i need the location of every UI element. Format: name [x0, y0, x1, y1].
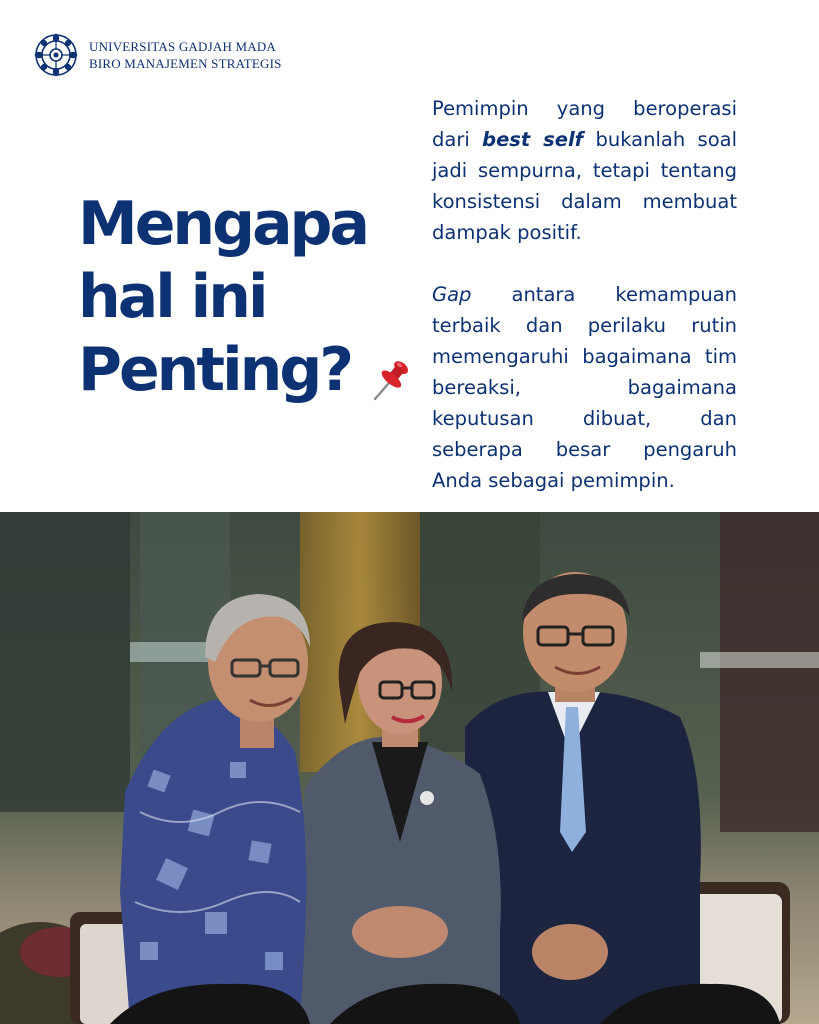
body-text	[432, 93, 737, 496]
paragraph-1-start: Pemimpin yang beroperasi dari	[432, 97, 737, 151]
bureau-name: BIRO MANAJEMEN STRATEGIS	[89, 56, 282, 71]
headline-line-2: hal ini	[78, 262, 266, 332]
header	[34, 33, 282, 77]
group-photo	[0, 512, 819, 1024]
university-name: UNIVERSITAS GADJAH MADA	[89, 39, 277, 54]
headline-line-3: Penting?	[78, 335, 352, 405]
paragraph-2-emphasis: Gap	[432, 283, 472, 306]
paragraph-2	[432, 279, 737, 496]
organization-name	[89, 38, 282, 72]
headline	[78, 188, 367, 407]
paragraph-1-emphasis: best self	[482, 128, 584, 151]
pushpin-icon	[370, 358, 412, 402]
paragraph-1	[432, 93, 737, 248]
ugm-seal-icon	[34, 33, 78, 77]
headline-line-1: Mengapa	[78, 189, 367, 259]
paragraph-2-end: antara kemampuan terbaik dan perilaku rutin memengaruhi bagaimana tim bereaksi, bagaimana keputusan dibuat, dan seberapa besar pengaruh Anda sebagai pemimpin.	[432, 283, 737, 492]
paragraph-1-end: bukanlah soal jadi sempurna, tetapi tentang konsistensi dalam membuat dampak positif.	[432, 128, 738, 244]
